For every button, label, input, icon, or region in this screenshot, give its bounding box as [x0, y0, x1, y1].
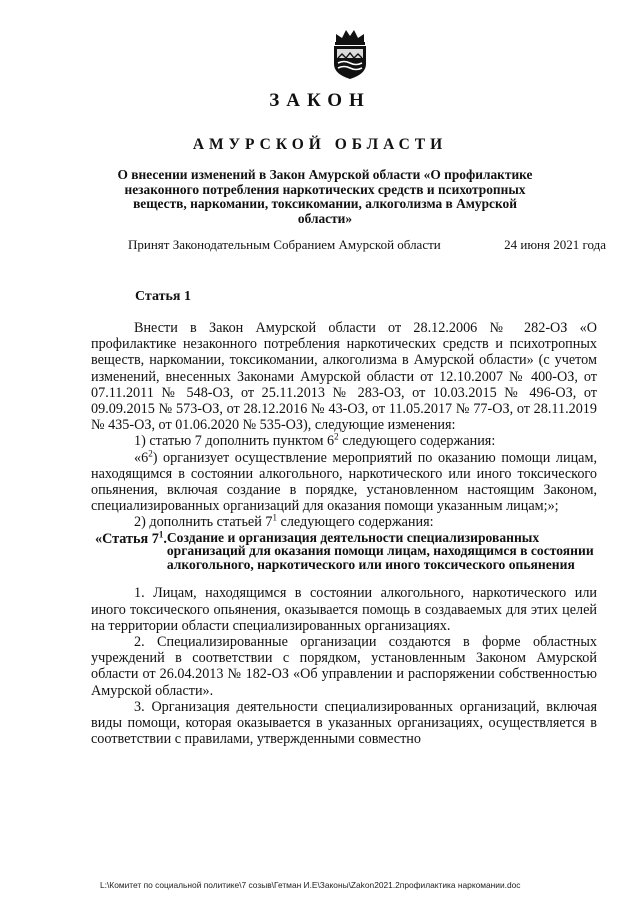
article-1-body [91, 320, 597, 747]
coat-of-arms-icon [328, 28, 372, 80]
adopted-by: Принят Законодательным Собранием Амурской области [128, 237, 441, 252]
law-subject: О внесении изменений в Закон Амурской области «О профилактике незаконного потребления наркотических средств и психотропных веществ, наркомании, токсикомании, алкоголизма в Амурской области» [117, 167, 533, 226]
new-article-7-1 [91, 528, 597, 572]
clause-1: 1. Лицам, находящимся в состоянии алкогольного, наркотического или иного токсического опьянения, оказывается помощь в создаваемых для этих целей на территории области специализированных организациях. [91, 585, 597, 634]
adoption-line [128, 237, 606, 253]
new-article-clauses [91, 585, 597, 747]
new-article-label: «Статья $7^1$. [95, 528, 167, 547]
item-1-quote: «$6^2$) организует осуществление мероприятий по оказанию помощи лицам, находящимся в состоянии алкогольного, наркотического или иного токсического опьянения, включая создание в порядке, установленном настоящим Законом, специализированных организаций для оказания помощи указанным лицам;»; [91, 447, 597, 515]
item-1: 1) статью 7 дополнить пунктом $6^2$ следующего содержания: [134, 431, 496, 450]
file-path-footer: L:\Комитет по социальной политике\7 созыв\Гетман И.Е\Законы\Zakon2021.2профилактика наркомании.doc [100, 880, 521, 890]
adopted-date: 24 июня 2021 года [504, 237, 606, 252]
law-title: ЗАКОН [269, 90, 371, 111]
new-article-title: Создание и организация деятельности специализированных организаций для оказания помощи лицам, находящимся в состоянии алкогольного, наркотического или иного токсического опьянения [166, 529, 594, 572]
clause-3: 3. Организация деятельности специализированных организаций, включая виды помощи, которая оказывается в указанных организациях, осуществляется в соответствии с правилами, утвержденными совместно [91, 698, 597, 748]
region-title: АМУРСКОЙ ОБЛАСТИ [192, 136, 448, 153]
article-1-heading: Статья 1 [135, 289, 191, 304]
article-1-intro: Внести в Закон Амурской области от 28.12.2006 № 282-ОЗ «О профилактике незаконного потребления наркотических средств и психотропных веществ, наркомании, токсикомании, алкоголизма в Амурской области» (с учетом изменений, внесенных Законами Амурской области от 12.10.2007 № 400-ОЗ, от 07.11.2011 № 548-ОЗ, от 25.11.2013 № 283-ОЗ, от 10.03.2015 № 496-ОЗ, от 09.09.2015 № 573-ОЗ, от 28.12.2016 № 43-ОЗ, от 11.05.2017 № 77-ОЗ, от 28.11.2019 № 435-ОЗ, от 01.06.2020 № 535-ОЗ), следующие изменения: [91, 320, 597, 434]
item-2: 2) дополнить статьей $7^1$ следующего содержания: [134, 512, 434, 531]
clause-2: 2. Специализированные организации создаются в форме областных учреждений в соответствии с порядком, установленным Законом Амурской области от 26.04.2013 № 182-ОЗ «Об управлении и распоряжении собственностью Амурской области». [91, 634, 597, 699]
